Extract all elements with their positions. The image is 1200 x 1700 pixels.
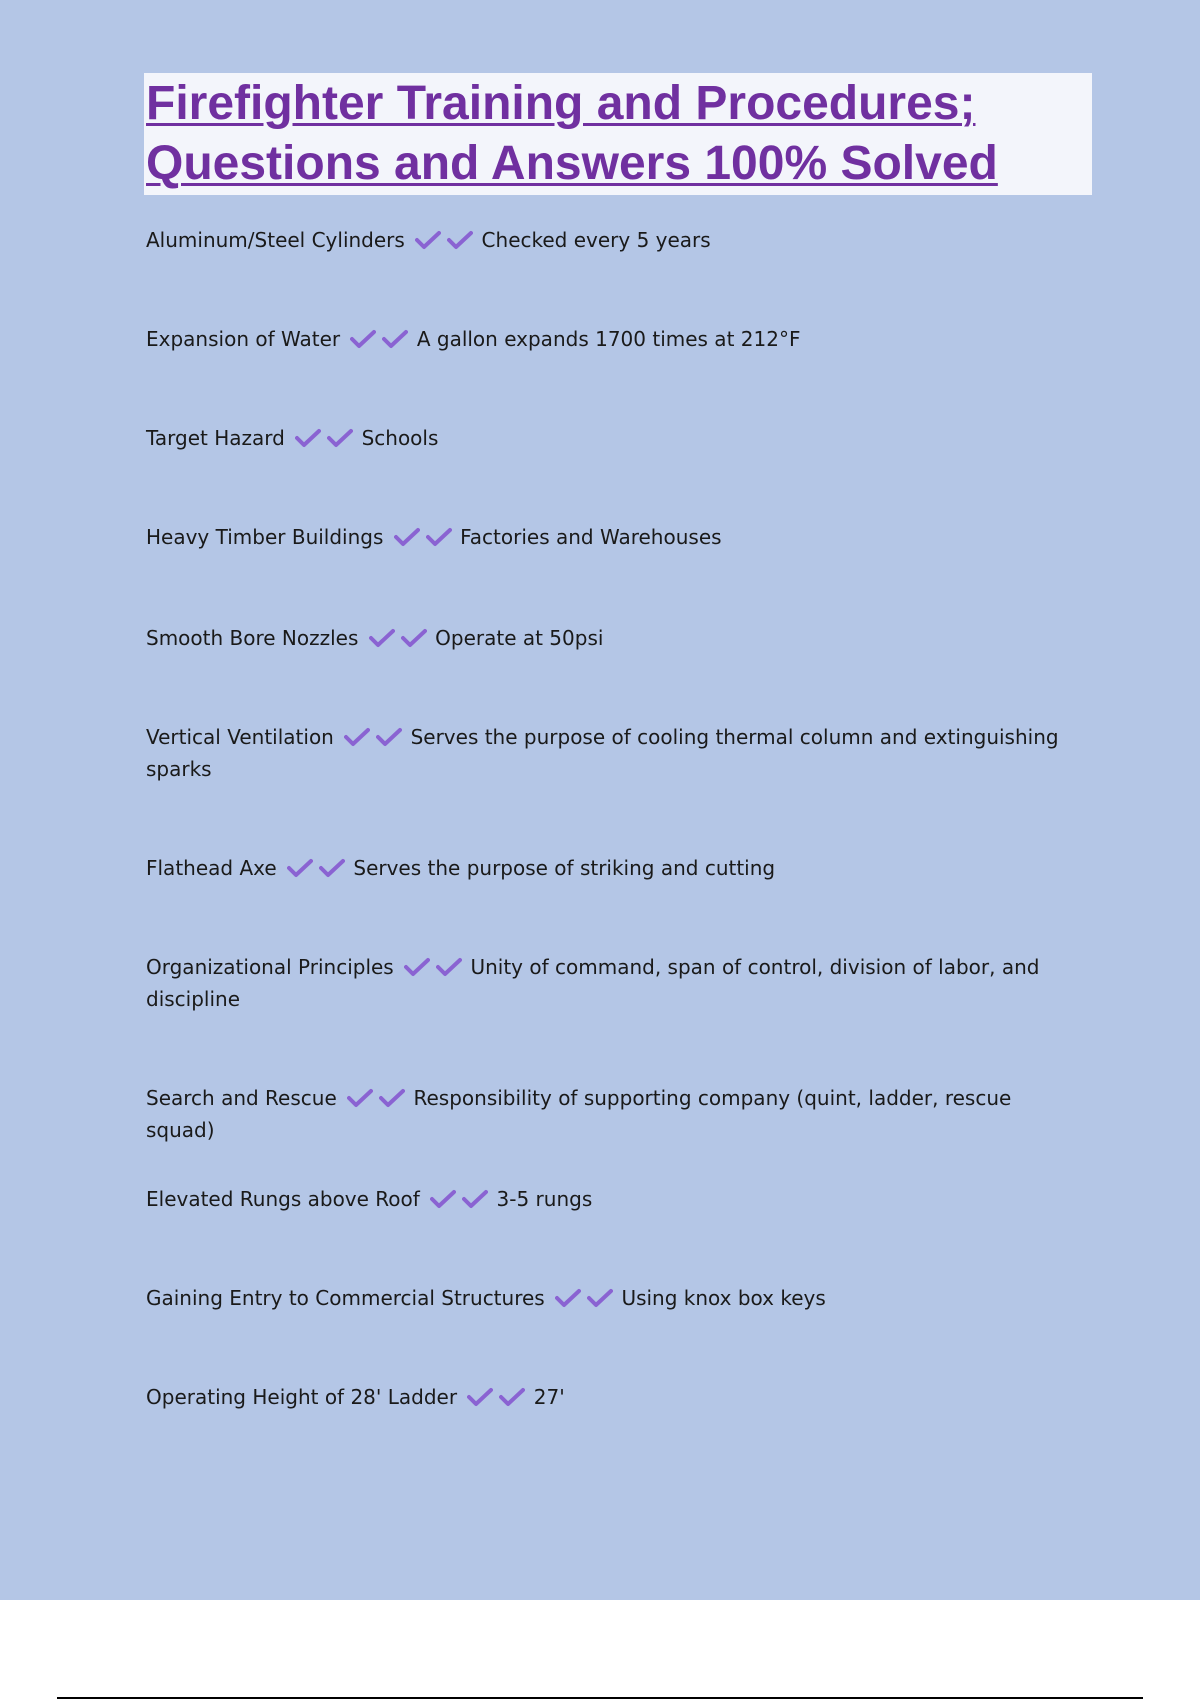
checkmark-icon <box>347 1088 373 1108</box>
qa-item <box>146 1082 1066 1146</box>
question-text: Expansion of Water <box>146 327 341 351</box>
answer-text: Responsibility of supporting company (quint, ladder, rescue squad) <box>146 1086 1012 1142</box>
answer-text: 3-5 rungs <box>496 1187 593 1211</box>
answer-text: Operate at 50psi <box>435 626 604 650</box>
checkmark-icon <box>327 428 353 448</box>
checkmark-icon <box>295 428 321 448</box>
qa-item <box>146 852 1066 884</box>
question-text: Search and Rescue <box>146 1086 337 1110</box>
answer-text: Unity of command, span of control, division of labor, and discipline <box>146 955 1040 1011</box>
checkmark-icon <box>499 1387 525 1407</box>
question-text: Target Hazard <box>146 426 285 450</box>
qa-item <box>146 224 1066 256</box>
qa-item <box>146 622 1066 654</box>
checkmark-icon <box>350 329 376 349</box>
qa-item <box>146 951 1066 1015</box>
question-text: Aluminum/Steel Cylinders <box>146 228 405 252</box>
answer-text: A gallon expands 1700 times at 212°F <box>416 327 801 351</box>
checkmark-icon <box>415 230 441 250</box>
checkmark-icon <box>344 727 370 747</box>
checkmark-icon <box>436 957 462 977</box>
answer-text: Using knox box keys <box>621 1286 826 1310</box>
question-text: Gaining Entry to Commercial Structures <box>146 1286 545 1310</box>
answer-text: Checked every 5 years <box>481 228 711 252</box>
qa-item <box>146 1381 1066 1413</box>
checkmark-icon <box>287 858 313 878</box>
answer-text: Factories and Warehouses <box>460 525 722 549</box>
qa-item <box>146 721 1066 785</box>
checkmark-icon <box>319 858 345 878</box>
question-text: Elevated Rungs above Roof <box>146 1187 420 1211</box>
checkmark-icon <box>555 1288 581 1308</box>
question-text: Heavy Timber Buildings <box>146 525 384 549</box>
checkmark-icon <box>394 527 420 547</box>
checkmark-icon <box>379 1088 405 1108</box>
answer-text: Schools <box>361 426 439 450</box>
checkmark-icon <box>430 1189 456 1209</box>
question-text: Operating Height of 28' Ladder <box>146 1385 458 1409</box>
checkmark-icon <box>376 727 402 747</box>
answer-text: 27' <box>533 1385 565 1409</box>
checkmark-icon <box>462 1189 488 1209</box>
qa-item <box>146 1282 1066 1314</box>
answer-text: Serves the purpose of striking and cutting <box>353 856 776 880</box>
checkmark-icon <box>382 329 408 349</box>
question-text: Organizational Principles <box>146 955 394 979</box>
qa-item <box>146 323 1066 355</box>
document-title: Firefighter Training and Procedures; Questions and Answers 100% Solved <box>146 77 998 190</box>
checkmark-icon <box>369 628 395 648</box>
checkmark-icon <box>587 1288 613 1308</box>
footer-divider <box>57 1697 1143 1699</box>
checkmark-icon <box>426 527 452 547</box>
question-text: Smooth Bore Nozzles <box>146 626 359 650</box>
question-text: Vertical Ventilation <box>146 725 334 749</box>
question-text: Flathead Axe <box>146 856 277 880</box>
checkmark-icon <box>467 1387 493 1407</box>
checkmark-icon <box>401 628 427 648</box>
qa-item <box>146 422 1066 454</box>
checkmark-icon <box>447 230 473 250</box>
qa-item <box>146 521 1066 553</box>
answer-text: Serves the purpose of cooling thermal column and extinguishing sparks <box>146 725 1059 781</box>
qa-item <box>146 1183 1066 1215</box>
checkmark-icon <box>404 957 430 977</box>
